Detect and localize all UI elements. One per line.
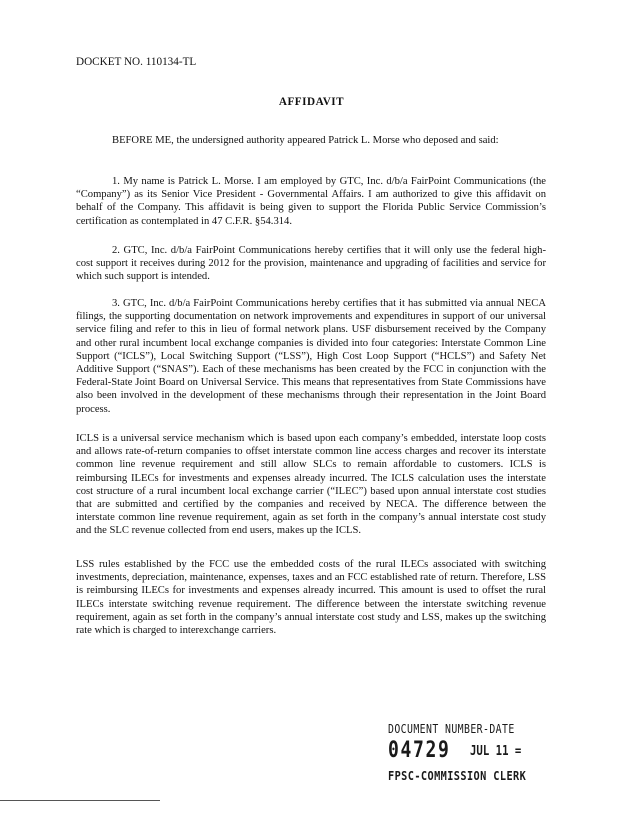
stamp-document-number: 04729 [388,738,451,763]
stamp-clerk: FPSC-COMMISSION CLERK [388,768,527,783]
paragraph-2: 2. GTC, Inc. d/b/a FairPoint Communications hereby certifies that it will only use the federal high-cost support it receives during 2012 for the provision, maintenance and upgrading of facilities and service for which such support is intended. [76,245,546,283]
paragraph-3: 3. GTC, Inc. d/b/a FairPoint Communications hereby certifies that it has submitted via annual NECA filings, the supporting documentation on network improvements and expenditures in support of our universal service filing and refer to this in lieu of formal network plans. USF disbursement received by the Company and other rural incumbent local exchange companies is divided into four categories: Interstate Common Line Support (“ICLS”), Local Switching Support (“LSS”), High Cost Loop Support (“HCLS”) and Safety Net Additive Support (“SNAS”). Each of these mechanisms has been created by the FCC in conjunction with the Federal-State Joint Board on Universal Service. This means that representatives from State Commissions have also been involved in the development of these mechanisms through their representation in the Joint Board process. [76,298,546,415]
docket-number: DOCKET NO. 110134-TL [76,56,197,68]
footer-divider [0,800,160,801]
document-title: AFFIDAVIT [278,96,345,108]
paragraph-1: 1. My name is Patrick L. Morse. I am employed by GTC, Inc. d/b/a FairPoint Communications (the “Company”) as its Senior Vice President - Governmental Affairs. I am authorized to give this affidavit on behalf of the Company. This affidavit is being given to support the Florida Public Service Commission’s certification as contemplated in 47 C.F.R. §54.314. [76,176,546,227]
stamp-label: DOCUMENT NUMBER-DATE [388,722,515,736]
lss-paragraph: LSS rules established by the FCC use the embedded costs of the rural ILECs associated with switching investments, depreciation, maintenance, expenses, taxes and an FCC established rate of return. Therefore, LSS is reimbursing ILECs for investments and expenses already incurred. This amount is used to offset the rural ILECs interstate switching revenue requirement. The difference between the interstate switching revenue requirement, again as set forth in the company’s annual interstate cost study and LSS, makes up the switching rate which is charged to interexchange carriers. [76,559,546,637]
stamp-date: JUL 11 = [470,744,522,759]
icls-paragraph: ICLS is a universal service mechanism which is based upon each company’s embedded, interstate loop costs and allows rate-of-return companies to offset interstate common line access charges and recover its interstate common line revenue requirement and still allow SLCs to remain affordable to customers. ICLS is reimbursing ILECs for investments and expenses already incurred. The ICLS calculation uses the interstate cost structure of a rural incumbent local exchange carrier (“ILEC”) based upon annual interstate cost studies that are submitted and certified by the companies and received by NECA. The difference between the interstate common line revenue requirement, again as set forth in the company’s annual interstate cost study and the SLC revenue collected from end users, makes up the ICLS. [76,433,546,537]
intro-paragraph: BEFORE ME, the undersigned authority appeared Patrick L. Morse who deposed and said: [112,135,499,146]
